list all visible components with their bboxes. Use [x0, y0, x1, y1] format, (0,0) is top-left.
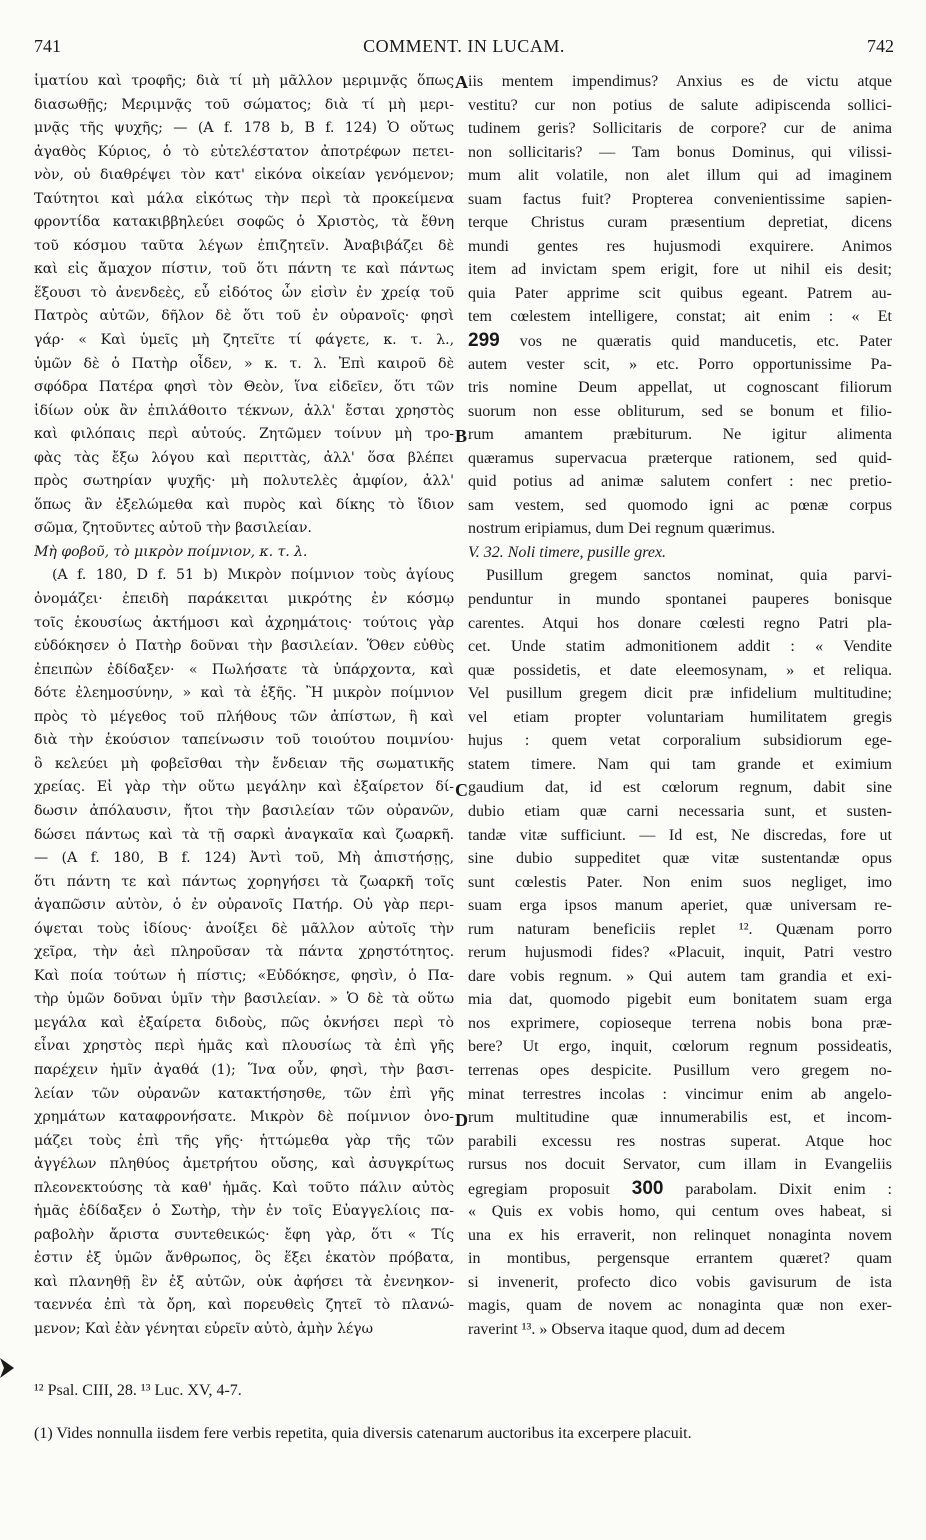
latin-line: rum amantem præbiturum. Ne igitur alimenta	[468, 426, 892, 444]
greek-line: τοῖς ἑκουσίως ἀκτήμοσι καὶ ἀχρημάτοις· τούτοις γὰρ	[34, 614, 454, 631]
latin-line: dubio etiam quæ carni necessaria sunt, et susten-	[468, 802, 892, 820]
latin-line: raverint ¹³. » Observa itaque quod, dum ad decem	[468, 1320, 786, 1338]
greek-line: Ταύτητοι καὶ μάλα εἰκότως τὴν περὶ τὰ προκείμενα	[34, 190, 454, 207]
greek-line: πρὸς σωτηρίαν ψυχῆς· μὴ πολυτελὲς ἀμφίον, ἀλλ'	[34, 473, 454, 490]
latin-line: carentes. Atqui hos donare cœlesti regno Patri pla-	[468, 614, 892, 632]
latin-column	[468, 70, 892, 1342]
latin-line: mundi gentes res hujusmodi exquirere. Animos	[468, 237, 892, 255]
latin-line: item ad invictam spem erigit, fore ut nihil eis desit;	[468, 261, 892, 279]
greek-line: φὰς τὰς ἔξω λόγου καὶ περιττὰς, ἀλλ' ὅσα βλέπει	[34, 449, 454, 466]
greek-line: ἰδίων οὐκ ἂν ἐπιλάθοιτο τέκνων, ἀλλ' ἔσται χρηστὸς	[34, 402, 454, 419]
latin-line: tandæ vitæ sufficiunt. — Id est, Ne discredas, fore ut	[468, 826, 892, 844]
latin-line: parabili excessu res nostras superat. Atque hoc	[468, 1132, 892, 1150]
greek-line: ἕξουσι τὸ ἀνενδεὲς, εὖ εἰδότος ὧν εἰσὶν ἐν χρείᾳ τοῦ	[34, 284, 454, 301]
greek-line: δότε ἐλεημοσύνην, » καὶ τὰ ἑξῆς. Ἢ μικρὸν ποίμνιον	[34, 685, 454, 702]
latin-line: minat terrestres incolas : vincimur enim ab angelo-	[468, 1085, 892, 1103]
latin-line: « Quis ex vobis homo, qui centum oves habeat, si	[468, 1203, 892, 1221]
greek-line: δώσει πάντως καὶ τὰ τῇ σαρκὶ ἀναγκαῖα καὶ ζωαρκῆ.	[34, 826, 454, 843]
latin-line: 299 vos ne quæratis quid manducetis, etc. Pater	[468, 330, 892, 352]
greek-line: εὐδόκησεν ὁ Πατὴρ δοῦναι τὴν βασιλείαν. Ὅθεν εὐθὺς	[34, 638, 454, 655]
greek-line: πλεονεκτούσης τὰ καθ' ἡμᾶς. Καὶ τοῦτο πάλιν αὐτὸς	[34, 1179, 454, 1196]
latin-line: vel etiam propter voluntariam humilitatem gregis	[468, 708, 892, 726]
latin-line: hujus : quem vetat corporalium subsidiorum ege-	[468, 732, 892, 750]
greek-line: τὴρ ὑμῶν δοῦναι ὑμῖν τὴν βασιλείαν. » Ὁ δὲ τὰ οὕτω	[34, 991, 454, 1008]
latin-line: vestitu? cur non potius de salute adipiscenda sollici-	[468, 96, 892, 114]
greek-line: ταεννέα ἐπὶ τὰ ὄρη, καὶ πορευθεὶς ζητεῖ τὸ πλανώ-	[34, 1297, 454, 1314]
greek-line: σφόδρα Πατέρα φησὶ τὸν Θεὸν, ἵνα εἰδεῖεν, ὅτι τῶν	[34, 379, 454, 396]
margin-letter-d: D	[455, 1110, 468, 1130]
latin-line: suam erga ipsos manum aperiet, quæ universam re-	[468, 897, 892, 915]
latin-line: dare vobis regnum. » Qui autem tam grandia et exi-	[468, 967, 892, 985]
greek-line: ἱματίου καὶ τροφῆς; διὰ τί μὴ μᾶλλον μεριμνᾷς ὅπως	[34, 73, 454, 89]
latin-line: quæ possidetis, et date eleemosynam, » et reliqua.	[468, 661, 892, 679]
greek-line: νὸν, οὐ διαθρέψει τὸν κατ' εἰκόνα οἰκείαν γενόμενον;	[34, 167, 454, 184]
greek-line: ὅπως ἂν ἐξελώμεθα καὶ πυρὸς καὶ δίκης τὸ ἴδιον	[34, 496, 454, 513]
greek-line: ὀνομάζει· ἐπειδὴ παράκειται μικρότης ἐν κόσμῳ	[34, 591, 454, 608]
latin-line: statem timere. Nam qui tam grande et eximium	[468, 755, 892, 773]
greek-line: ὅτι πάντη τε καὶ πάντως χορηγήσει τὰ ζωαρκῆ τοῖς	[34, 873, 454, 890]
margin-letter-a: A	[455, 72, 468, 92]
greek-line: μεγάλα καὶ ἐξαίρετα διδοὺς, πῶς ὀκνήσει περὶ τὸ	[34, 1014, 454, 1031]
running-title: COMMENT. IN LUCAM.	[363, 36, 565, 56]
footnote-references: ¹² Psal. CIII, 28. ¹³ Luc. XV, 4-7.	[34, 1382, 242, 1399]
latin-line: Pusillum gregem sanctos nominat, quia parvi-	[486, 567, 892, 585]
column-number: 299	[468, 330, 500, 352]
margin-letter-b: B	[455, 426, 468, 446]
latin-line: cet. Unde statim admonitionem addit : « Vendite	[468, 638, 892, 656]
greek-line: ἡμᾶς ἐδίδαξεν ὁ Σωτὴρ, τὴν ἐν τοῖς Εὐαγγελίοις πα-	[34, 1203, 454, 1220]
greek-line: ἀγγέλων πληθύος ἀμετρήτου οὔσης, καὶ ἀσυγκρίτως	[34, 1156, 454, 1173]
greek-line: διασωθῇς; Μεριμνᾷς τοῦ σώματος; διὰ τί μὴ μερι-	[34, 96, 454, 113]
margin-letter-c: C	[455, 780, 468, 800]
latin-line: iis mentem impendimus? Anxius es de victu atque	[468, 73, 892, 90]
latin-line: sunt cœlestis Pater. Non enim suos negliget, imo	[468, 873, 892, 891]
greek-line: Καὶ ποία τούτων ἡ πίστις; «Εὐδόκησε, φησὶν, ὁ Πα-	[34, 967, 454, 984]
latin-line: non sollicitaris? — Tam bonus Dominus, qui vilissi-	[468, 143, 892, 161]
greek-line: μάζει τοὺς ἐπὶ τῆς γῆς· ἡττώμεθα γὰρ τῆς τῶν	[34, 1132, 454, 1149]
latin-line: nos exprimere, copioseque terrena nobis bona præ-	[468, 1014, 892, 1032]
greek-line: παρέχειν ἡμῖν ἀγαθά (1); Ἵνα οὖν, φησὶ, τὴν βασι-	[34, 1061, 454, 1078]
margin-arrow-icon	[0, 1356, 18, 1380]
latin-line: quia Pater apprime scit quibus egeant. Patrem au-	[468, 284, 892, 302]
greek-line: λείαν τῶν οὐρανῶν κατακτήσησθε, τῶν ἐπὶ γῆς	[34, 1085, 454, 1102]
latin-line: Vel pusillum gregem dicit præ infidelium multitudine;	[468, 685, 892, 703]
column-number: 300	[631, 1177, 664, 1199]
greek-line: Μὴ φοβοῦ, τὸ μικρὸν ποίμνιον, κ. τ. λ.	[34, 543, 308, 560]
latin-line: suam factus fuit? Propterea convenientissime sapien-	[468, 190, 892, 208]
latin-line: terque Christus curam præsentium depretiat, dicens	[468, 214, 892, 232]
latin-line: quæramus supervacua præterque rationem, sed quid-	[468, 449, 892, 467]
latin-line: rursus nos docuit Servator, cum illam in Evangeliis	[468, 1156, 892, 1174]
page-number-left: 741	[34, 36, 61, 56]
latin-line: tudinem geris? Sollicitaris de corpore? cur de anima	[468, 120, 892, 138]
latin-line: gaudium dat, id est cœlorum regnum, dabit sine	[468, 779, 892, 797]
greek-line: μενον; Καὶ ἐὰν γένηται εὑρεῖν αὐτὸ, ἀμὴν λέγω	[34, 1320, 373, 1337]
greek-line: καὶ πλανηθῇ ἓν ἐξ αὐτῶν, οὐκ ἀφήσει τὰ ἐνενηκον-	[34, 1273, 454, 1290]
footnote-text: (1) Vides nonnulla iisdem fere verbis repetita, quia diversis catenarum auctoribus ita excerpere placuit.	[34, 1425, 692, 1442]
latin-line: mia dat, quomodo pigebit eum bonitatem suam erga	[468, 991, 892, 1009]
greek-line: ἀγαθὸς Κύριος, ὁ τὸ εὐτελέστατον ἀποτρέφων πετει-	[34, 143, 454, 160]
greek-line: ἐπειπὼν ἐδίδαξεν· « Πωλήσατε τὰ ὑπάρχοντα, καὶ	[34, 661, 454, 678]
latin-line: V. 32. Noli timere, pusille grex.	[468, 543, 667, 561]
latin-line: si invenerit, profecto dico vobis gavisurum de ista	[468, 1273, 892, 1291]
greek-line: — (A f. 180, B f. 124) Ἀντὶ τοῦ, Μὴ ἀπιστήσῃς,	[34, 850, 454, 867]
latin-line: una ex his erraverit, non relinquet nonaginta novem	[468, 1226, 892, 1244]
greek-line: καὶ εἰς ἄμαχον πίστιν, τοῦ ὅτι πάντη τε καὶ πάντως	[34, 261, 454, 278]
greek-line: Πατρὸς αὐτῶν, δῆλον δὲ ὅτι τοῦ ἐν οὐρανοῖς· φησὶ	[34, 308, 454, 325]
greek-line: πρὸς τὸ μέγεθος τοῦ πλήθους τῶν ἀπίστων, ἢ καὶ	[34, 708, 454, 725]
greek-line: χρημάτων καταφρονήσατε. Μικρὸν δὲ ποίμνιον ὀνο-	[34, 1109, 454, 1126]
latin-line: suorum non esse obliturum, sed se bonum et filio-	[468, 402, 892, 420]
latin-line: penduntur in mundo spontanei pauperes bonisque	[468, 591, 892, 609]
greek-line: γάρ· « Καὶ ὑμεῖς μὴ ζητεῖτε τί φάγετε, κ. τ. λ.,	[34, 332, 454, 349]
greek-line: ἀγαπῶσιν αὐτὸν, ὁ ἐν οὐρανοῖς Πατήρ. Οὐ γὰρ περι-	[34, 897, 454, 914]
page-number-right: 742	[867, 36, 894, 56]
greek-line: καὶ φιλόπαις περὶ αὐτούς. Ζητῶμεν τοίνυν μὴ τρο-	[34, 426, 454, 443]
greek-line: δωσιν ἀπόλαυσιν, ἤτοι τὴν βασιλείαν τῶν οὐρανῶν,	[34, 802, 454, 819]
latin-line: rerum hujusmodi fides? «Placuit, inquit, Patri vestro	[468, 944, 892, 962]
greek-line: χρείας. Εἰ γὰρ τὴν οὕτω μεγάλην καὶ ἐξαίρετον δί-	[34, 779, 454, 796]
greek-line: φροντίδα κατακιββηλεύει σοφῶς ὁ Χριστὸς, τὰ ἔθνη	[34, 214, 454, 231]
latin-line: rum multitudine quæ innumerabilis est, et incom-	[468, 1109, 892, 1127]
greek-line: διὰ τὴν ἑκούσιον ταπείνωσιν τοῦ τοιούτου ποιμνίου·	[34, 732, 454, 749]
greek-line: χεῖρα, τὴν ἀεὶ πληροῦσαν τὰ πάντα χρηστότητος.	[34, 944, 454, 961]
latin-line: quid potius ad animæ salutem confert : nec pretio-	[468, 473, 892, 491]
greek-line: ραβολὴν ἄριστα συντεθεικώς· ἔφη γὰρ, ὅτι « Τίς	[34, 1226, 454, 1243]
latin-line: rum naturam beneficiis replet ¹². Quænam porro	[468, 920, 892, 938]
greek-line: σῶμα, ζητοῦντες αὐτοῦ τὴν βασιλείαν.	[34, 520, 312, 537]
latin-line: in montibus, pergensque errantem quæret? quam	[468, 1250, 892, 1268]
page-header	[34, 36, 894, 56]
greek-line: μνᾷς τῆς ψυχῆς; — (A f. 178 b, B f. 124) Ὁ οὕτως	[34, 120, 454, 137]
latin-line: bere? Ut ergo, inquit, cœlorum regnum possideatis,	[468, 1038, 892, 1056]
latin-line: tris nomine Deum appellat, ut cognoscant filiorum	[468, 379, 892, 397]
latin-line: egregiam proposuit 300 parabolam. Dixit enim :	[468, 1177, 892, 1199]
latin-line: sine dubio suppeditet quæ vitæ sustentandæ opus	[468, 850, 892, 868]
greek-line: (A f. 180, D f. 51 b) Μικρὸν ποίμνιον τοὺς ἁγίους	[52, 567, 454, 584]
greek-line: τοῦ κόσμου ταῦτα λέγων ἐπιζητεῖν. Ἀναβιβάζει δὲ	[34, 237, 454, 254]
greek-column	[34, 70, 454, 1342]
greek-line: ἐστιν ἐξ ὑμῶν ἄνθρωπος, ὃς ἕξει ἑκατὸν πρόβατα,	[34, 1250, 454, 1267]
latin-line: tem cœlestem intelligere, constat; ait enim : « Et	[468, 308, 892, 326]
greek-line: όψεται τοὺς ἰδίους· ἀνοίξει δὲ μᾶλλον αὐτοῖς τὴν	[34, 920, 454, 937]
greek-line: ὑμῶν δὲ ὁ Πατὴρ οἶδεν, » κ. τ. λ. Ἐπὶ καιροῦ δὲ	[34, 355, 454, 372]
latin-line: terrenas opes despicite. Pusillum vero gregem no-	[468, 1061, 892, 1079]
latin-line: magis, quam de novem ac nonaginta quæ non exer-	[468, 1297, 892, 1315]
latin-line: autem vester scit, » etc. Porro opportunissime Pa-	[468, 355, 892, 373]
latin-line: mum alit volatile, non alet illum qui ad imaginem	[468, 167, 892, 185]
latin-line: sam vestem, sed quomodo igni ac pœnæ corpus	[468, 496, 892, 514]
latin-line: nostrum eripiamus, dum Dei regnum quærimus.	[468, 520, 776, 538]
greek-line: εἶναι χρηστὸς περὶ ἡμᾶς καὶ πλουσίως τὰ ἐπὶ γῆς	[34, 1038, 454, 1055]
greek-line: ὃ κελεύει μὴ φοβεῖσθαι τὴν ἔνδειαν τῆς σωματικῆς	[34, 755, 454, 772]
